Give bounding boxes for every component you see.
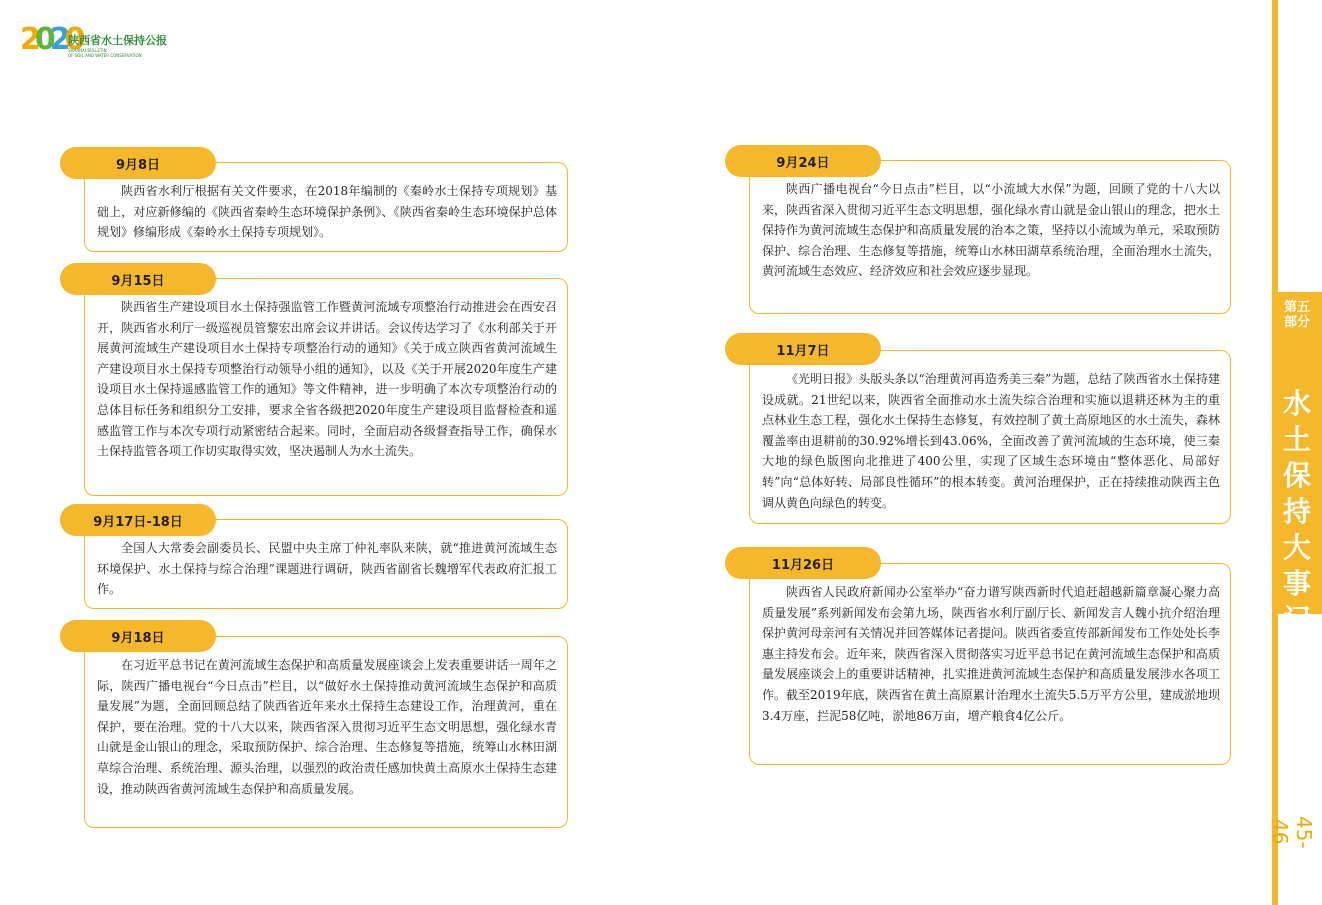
event-date-tab: 9月18日 [60, 620, 216, 652]
event-card [84, 278, 568, 496]
event-text: 全国人大常委会副委员长、民盟中央主席丁仲礼率队来陕，就“推进黄河流域生态环境保护、水土保持与综合治理”课题进行调研，陕西省副省长魏增军代表政府汇报工作。 [97, 541, 557, 597]
logo-year-mark: 2020 [20, 22, 80, 57]
event-card [749, 563, 1231, 765]
event-date-tab: 11月7日 [725, 333, 881, 365]
logo-title: 陕西省水土保持公报 [68, 34, 167, 47]
event-text: 陕西省生产建设项目水土保持强监管工作暨黄河流域专项整治行动推进会在西安召开，陕西省水利厅一级巡视员管黎宏出席会议并讲话。会议传达学习了《水利部关于开展黄河流域生产建设项目水土保持专项整治行动的通知》《关于成立陕西省黄河流域生产建设项目水土保持专项整治行动领导小组的通知》，以及《关于开展2020年度生产建设项目水土保持遥感监管工作的通知》等文件精神，进一步明确了本次专项整治行动的总体目标任务和组织分工安排，要求全省各级把2020年度生产建设项目监督检查和遥感监管工作与本次专项行动紧密结合起来。同时，全面启动各级督查指导工作，确保水土保持监管各项工作切实取得实效，坚决遏制人为水土流失。 [97, 300, 557, 459]
event-card [84, 636, 568, 828]
page-number: 45-46 [1268, 815, 1316, 849]
event-text: 陕西省水利厅根据有关文件要求，在2018年编制的《秦岭水土保持专项规划》基础上，对应新修编的《陕西省秦岭生态环境保护条例》、《陕西省秦岭生态环境保护总体规划》修编形成《秦岭水土保持专项规划》。 [97, 184, 557, 240]
logo-subtitle: SHAANXI BULLETIN OF SOIL AND WATER CONSERVATION [68, 48, 142, 58]
event-date-tab: 9月24日 [725, 145, 881, 177]
part-label: 第五部分 [1283, 300, 1310, 330]
bulletin-logo [20, 18, 180, 66]
event-text: 《光明日报》头版头条以“治理黄河再造秀美三秦”为题，总结了陕西省水土保持建设成就。21世纪以来，陕西省全面推动水土流失综合治理和实施以退耕还林为主的重点林业生态工程，强化水土保持生态修复，有效控制了黄土高原地区的水土流失，森林覆盖率由退耕前的30.92%增长到43.06%，全面改善了黄河流域的生态环境，使三秦大地的绿色版图向北推进了400公里，实现了区域生态环境由“整体恶化、局部好转”向“总体好转、局部良性循环”的根本转变。黄河治理保护，正在持续推动陕西主色调从黄色向绿色的转变。 [762, 372, 1220, 510]
event-text: 在习近平总书记在黄河流域生态保护和高质量发展座谈会上发表重要讲话一周年之际，陕西广播电视台“今日点击”栏目，以“做好水土保持推动黄河流域生态保护和高质量发展”为题，全面回顾总结了陕西省近年来水土保持生态建设工作，治理黄河，重在保护，要在治理。党的十八大以来，陕西省深入贯彻习近平生态文明思想，强化绿水青山就是金山银山的理念，采取预防保护、综合治理、生态修复等措施，统筹山水林田湖草综合治理、系统治理、源头治理，以强烈的政治责任感加快黄土高原水土保持生态建设，推动陕西省黄河流域生态保护和高质量发展。 [97, 658, 557, 796]
event-date-tab: 9月15日 [60, 263, 216, 295]
event-text: 陕西省人民政府新闻办公室举办“奋力谱写陕西新时代追赶超越新篇章凝心聚力高质量发展”系列新闻发布会第九场，陕西省水利厅副厅长、新闻发言人魏小抗介绍治理保护黄河母亲河有关情况并回答媒体记者提问。陕西省委宣传部新闻发布工作处处长李惠主持发布会。近年来，陕西省深入贯彻落实习近平总书记在黄河流域生态保护和高质量发展座谈会上的重要讲话精神，扎实推进黄河流域生态保护和高质量发展涉水各项工作。截至2019年底，陕西省在黄土高原累计治理水土流失5.5万平方公里，建成淤地坝3.4万座，拦泥58亿吨，淤地86万亩，增产粮食4亿公斤。 [762, 585, 1220, 723]
event-date-tab: 11月26日 [725, 547, 881, 579]
event-date-tab: 9月8日 [60, 147, 216, 179]
event-date-tab: 9月17日-18日 [60, 504, 216, 536]
event-card [749, 350, 1231, 524]
event-text: 陕西广播电视台“今日点击”栏目，以“小流域大水保”为题，回顾了党的十八大以来，陕西省深入贯彻习近平生态文明思想，强化绿水青山就是金山银山的理念，把水土保持作为黄河流域生态保护和高质量发展的治本之策，坚持以小流域为单元，采取预防保护、综合治理、生态修复等措施，统筹山水林田湖草系统治理，全面治理水土流失，黄河流域生态效应、经济效应和社会效应逐步显现。 [762, 182, 1220, 279]
section-title: 水土保持大事记 [1282, 387, 1311, 636]
event-card [749, 160, 1231, 314]
